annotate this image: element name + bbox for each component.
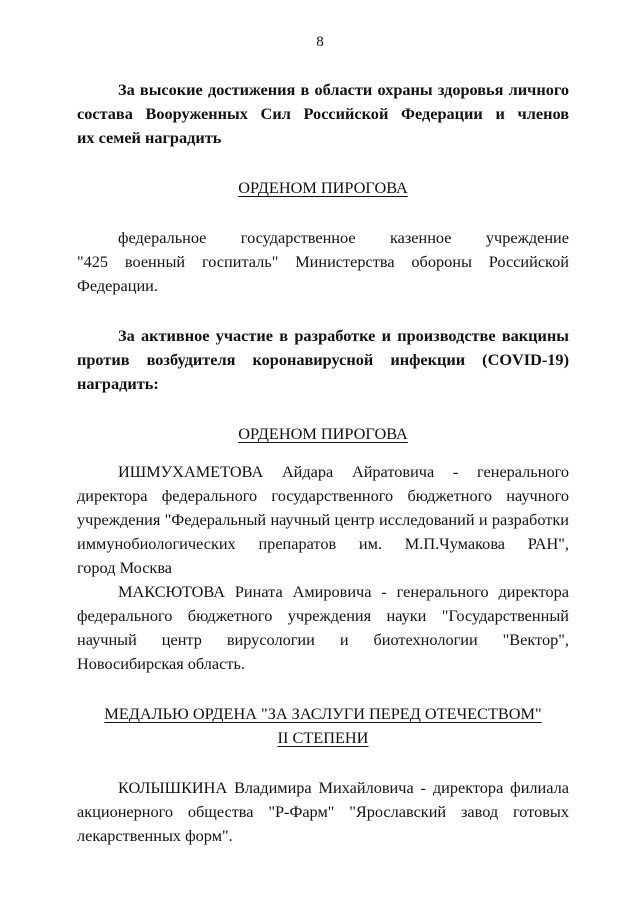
section-1-recipient xyxy=(77,226,569,298)
recipient-line: учреждения "Федеральный научный центр исследований и разработки xyxy=(77,510,569,529)
intro-line: против возбудителя коронавирусной инфекции (COVID-19) xyxy=(77,350,569,369)
section-1-intro xyxy=(77,78,569,150)
section-3-recipient xyxy=(77,776,569,848)
recipient-line: лекарственных форм". xyxy=(77,826,233,845)
recipient-line: Федерации. xyxy=(77,276,158,295)
recipient-line: федеральное государственное казенное учреждение xyxy=(118,228,569,247)
recipient-line: научный центр вирусологии и биотехнологии "Вектор", xyxy=(77,630,569,649)
recipient-line: акционерного общества "Р-Фарм" "Ярославский завод готовых xyxy=(77,802,569,821)
recipient-line: МАКСЮТОВА Рината Амировича - генерального директора xyxy=(118,582,569,601)
page-number: 8 xyxy=(316,34,324,50)
recipient-line: федерального бюджетного учреждения науки "Государственный xyxy=(77,606,569,625)
award-degree: II СТЕПЕНИ xyxy=(277,728,369,747)
recipient-line: КОЛЫШКИНА Владимира Михайловича - директора филиала xyxy=(118,778,569,797)
section-2-recipient-2 xyxy=(77,580,569,676)
recipient-line: город Москва xyxy=(77,558,173,577)
award-title: ОРДЕНОМ ПИРОГОВА xyxy=(238,178,408,197)
document-body xyxy=(77,78,569,848)
award-title: МЕДАЛЬЮ ОРДЕНА "ЗА ЗАСЛУГИ ПЕРЕД ОТЕЧЕСТВОМ" xyxy=(104,704,542,723)
award-title: ОРДЕНОМ ПИРОГОВА xyxy=(238,424,408,443)
award-heading-3 xyxy=(77,702,569,750)
intro-line: За высокие достижения в области охраны здоровья личного xyxy=(118,80,569,99)
intro-line: наградить: xyxy=(77,374,159,393)
recipient-line: иммунобиологических препаратов им. М.П.Чумакова РАН", xyxy=(77,534,569,553)
intro-line: их семей наградить xyxy=(77,128,222,147)
recipient-line: директора федерального государственного бюджетного научного xyxy=(77,486,569,505)
section-2-intro xyxy=(77,324,569,396)
recipient-line: ИШМУХАМЕТОВА Айдара Айратовича - генерального xyxy=(118,462,569,481)
award-heading-1 xyxy=(77,176,569,200)
recipient-line: Новосибирская область. xyxy=(77,654,245,673)
intro-line: За активное участие в разработке и производстве вакцины xyxy=(118,326,569,345)
intro-line: состава Вооруженных Сил Российской Федерации и членов xyxy=(77,104,569,123)
section-2-recipient-1 xyxy=(77,460,569,580)
award-heading-2 xyxy=(77,422,569,446)
recipient-line: "425 военный госпиталь" Министерства обороны Российской xyxy=(77,252,569,271)
